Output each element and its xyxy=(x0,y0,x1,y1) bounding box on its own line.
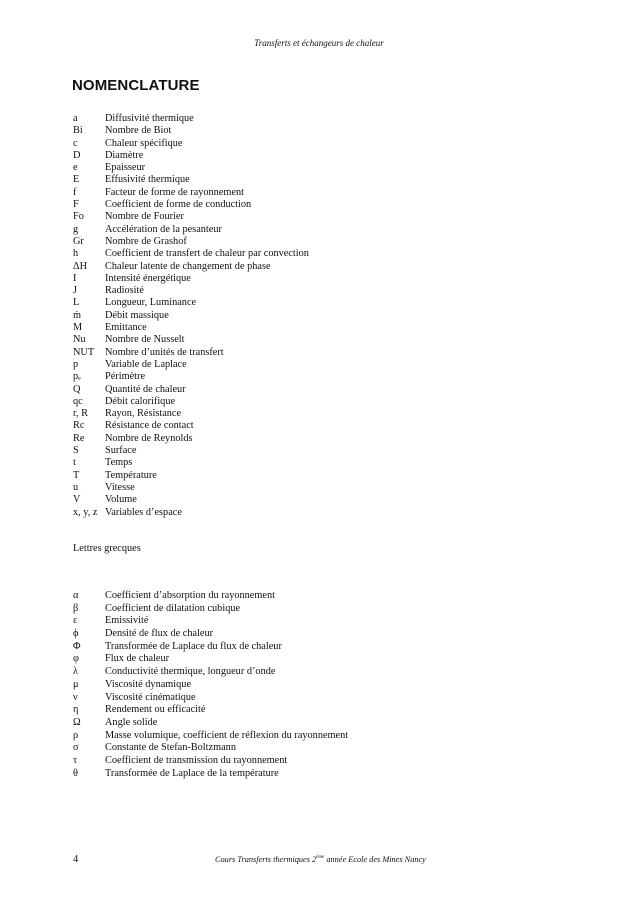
symbol-definition: Epaisseur xyxy=(105,162,146,174)
symbol-entry xyxy=(73,138,309,150)
symbol-entry xyxy=(73,445,309,457)
symbol-symbol: Fo xyxy=(73,211,84,223)
symbol-symbol: r, R xyxy=(73,408,89,420)
symbol-entry xyxy=(73,470,309,482)
symbol-symbol: u xyxy=(73,481,79,493)
symbol-definition: Longueur, Luminance xyxy=(105,297,197,309)
greek-symbol-symbol: ρ xyxy=(73,729,79,741)
symbol-symbol: c xyxy=(73,137,78,149)
symbol-entry xyxy=(73,384,309,396)
symbol-symbol: h xyxy=(73,248,79,260)
symbol-definition: Radiosité xyxy=(105,285,144,297)
page-header: Transferts et échangeurs de chaleur xyxy=(254,38,384,48)
symbol-definition: Nombre d’unités de transfert xyxy=(105,346,224,358)
symbol-definition: Nombre de Biot xyxy=(105,125,172,137)
symbol-symbol: e xyxy=(73,162,78,174)
symbol-entry xyxy=(73,420,309,432)
symbol-symbol: f xyxy=(73,186,77,198)
symbol-entry xyxy=(73,482,309,494)
page-title: NOMENCLATURE xyxy=(72,77,200,94)
greek-symbol-definition: Angle solide xyxy=(105,716,158,728)
symbol-entry xyxy=(73,322,309,334)
greek-symbol-symbol: τ xyxy=(73,754,78,766)
footer-text xyxy=(215,855,426,864)
greek-symbol-definition: Transformée de Laplace du flux de chaleur xyxy=(105,640,282,652)
symbol-definition: Rayon, Résistance xyxy=(105,408,182,420)
symbol-definition: Intensité énergétique xyxy=(105,272,191,284)
symbol-symbol: t xyxy=(73,457,76,469)
symbol-definition: Coefficient de forme de conduction xyxy=(105,199,252,211)
symbol-entry xyxy=(73,408,309,420)
symbol-definition: Facteur de forme de rayonnement xyxy=(105,186,244,198)
symbol-symbol: pₑ xyxy=(73,371,81,383)
greek-symbol-definition: Conductivité thermique, longueur d’onde xyxy=(105,666,276,678)
greek-symbol-entry xyxy=(73,730,348,743)
greek-symbol-entry xyxy=(73,704,348,717)
symbol-symbol: Re xyxy=(73,432,85,444)
greek-symbol-symbol: θ xyxy=(73,767,78,779)
greek-symbol-entry xyxy=(73,628,348,641)
symbol-definition: Chaleur latente de changement de phase xyxy=(105,260,271,272)
greek-symbol-definition: Transformée de Laplace de la température xyxy=(105,767,279,779)
symbol-entry xyxy=(73,162,309,174)
symbol-definition: Quantité de chaleur xyxy=(105,383,186,395)
symbol-entry xyxy=(73,371,309,383)
symbol-entry xyxy=(73,494,309,506)
symbol-entry xyxy=(73,273,309,285)
nomenclature-list xyxy=(73,113,309,519)
greek-symbol-definition: Emissivité xyxy=(105,615,149,627)
symbol-symbol: Gr xyxy=(73,235,84,247)
greek-symbol-definition: Viscosité dynamique xyxy=(105,678,192,690)
symbol-symbol: S xyxy=(73,445,79,457)
greek-symbol-symbol: σ xyxy=(73,742,79,754)
greek-symbol-symbol: ν xyxy=(73,691,78,703)
page-number: 4 xyxy=(73,854,79,865)
greek-symbol-definition: Viscosité cinématique xyxy=(105,691,196,703)
symbol-definition: Résistance de contact xyxy=(105,420,194,432)
greek-letters-heading: Lettres grecques xyxy=(73,543,141,554)
symbol-entry xyxy=(73,199,309,211)
greek-symbol-entry xyxy=(73,742,348,755)
greek-symbol-symbol: α xyxy=(73,590,79,601)
greek-symbol-entry xyxy=(73,590,348,603)
symbol-entry xyxy=(73,261,309,273)
greek-symbol-symbol: β xyxy=(73,602,79,614)
symbol-symbol: NUT xyxy=(73,346,95,358)
symbol-symbol: D xyxy=(73,149,81,161)
greek-symbol-definition: Rendement ou efficacité xyxy=(105,704,206,716)
greek-symbol-symbol: ε xyxy=(73,615,78,627)
symbol-definition: Débit calorifique xyxy=(105,395,176,407)
footer-superscript: ème xyxy=(316,855,325,860)
symbol-definition: Coefficient de transfert de chaleur par convection xyxy=(105,248,309,260)
symbol-definition: Accélération de la pesanteur xyxy=(105,223,222,235)
symbol-definition: Variable de Laplace xyxy=(105,358,187,370)
symbol-definition: Vitesse xyxy=(105,481,135,493)
symbol-definition: Nombre de Nusselt xyxy=(105,334,185,346)
greek-symbol-definition: Constante de Stefan-Boltzmann xyxy=(105,742,236,754)
greek-symbol-entry xyxy=(73,679,348,692)
symbol-symbol: x, y, z xyxy=(73,506,98,518)
symbol-entry xyxy=(73,507,309,519)
symbol-symbol: T xyxy=(73,469,80,481)
symbol-entry xyxy=(73,334,309,346)
symbol-definition: Diamètre xyxy=(105,149,144,161)
symbol-entry xyxy=(73,174,309,186)
symbol-entry xyxy=(73,125,309,137)
symbol-symbol: a xyxy=(73,113,78,124)
footer-text-before: Cours Transferts thermiques 2 xyxy=(215,855,317,864)
symbol-symbol: Rc xyxy=(73,420,85,432)
symbol-symbol: Nu xyxy=(73,334,86,346)
greek-symbol-symbol: ϕ xyxy=(73,628,79,640)
symbol-symbol: E xyxy=(73,174,80,186)
footer-text-after: année Ecole des Mines Nancy xyxy=(324,855,426,864)
symbol-symbol: qc xyxy=(73,395,83,407)
symbol-entry xyxy=(73,347,309,359)
symbol-symbol: M xyxy=(73,322,83,334)
symbol-entry xyxy=(73,297,309,309)
symbol-entry xyxy=(73,285,309,297)
symbol-entry xyxy=(73,359,309,371)
greek-symbol-entry xyxy=(73,666,348,679)
symbol-definition: Surface xyxy=(105,445,137,457)
greek-symbol-symbol: φ xyxy=(73,653,79,665)
symbol-symbol: I xyxy=(73,272,77,284)
symbol-definition: Variables d’espace xyxy=(105,506,182,518)
greek-symbol-entry xyxy=(73,653,348,666)
symbol-definition: Volume xyxy=(105,494,137,506)
symbol-definition: Effusivité thermique xyxy=(105,174,190,186)
symbol-definition: Périmètre xyxy=(105,371,146,383)
symbol-symbol: L xyxy=(73,297,80,309)
symbol-symbol: Bi xyxy=(73,125,83,137)
symbol-entry xyxy=(73,457,309,469)
greek-symbol-definition: Densité de flux de chaleur xyxy=(105,628,214,640)
greek-symbol-definition: Flux de chaleur xyxy=(105,653,170,665)
symbol-entry xyxy=(73,113,309,125)
greek-letters-list xyxy=(73,590,348,780)
greek-symbol-definition: Coefficient de transmission du rayonnement xyxy=(105,754,288,766)
symbol-entry xyxy=(73,310,309,322)
symbol-definition: Nombre de Fourier xyxy=(105,211,184,223)
symbol-definition: Débit massique xyxy=(105,309,169,321)
symbol-symbol: F xyxy=(73,199,79,211)
greek-symbol-symbol: Ω xyxy=(73,716,81,728)
symbol-entry xyxy=(73,211,309,223)
symbol-symbol: p xyxy=(73,358,79,370)
greek-symbol-entry xyxy=(73,615,348,628)
symbol-symbol: ΔH xyxy=(73,260,88,272)
symbol-symbol: g xyxy=(73,223,79,235)
greek-symbol-definition: Masse volumique, coefficient de réflexion du rayonnement xyxy=(105,729,349,741)
greek-symbol-symbol: λ xyxy=(73,666,78,678)
symbol-definition: Temps xyxy=(105,457,133,469)
symbol-definition: Diffusivité thermique xyxy=(105,113,194,124)
symbol-symbol: ṁ xyxy=(73,309,82,321)
greek-symbol-definition: Coefficient de dilatation cubique xyxy=(105,602,241,614)
symbol-symbol: Q xyxy=(73,383,81,395)
symbol-symbol: V xyxy=(73,494,81,506)
symbol-symbol: J xyxy=(73,285,78,297)
greek-symbol-symbol: η xyxy=(73,704,79,716)
symbol-definition: Nombre de Grashof xyxy=(105,235,187,247)
symbol-entry xyxy=(73,248,309,260)
symbol-entry xyxy=(73,236,309,248)
symbol-entry xyxy=(73,150,309,162)
greek-symbol-entry xyxy=(73,692,348,705)
symbol-entry xyxy=(73,433,309,445)
greek-symbol-symbol: Φ xyxy=(73,640,81,652)
greek-symbol-entry xyxy=(73,603,348,616)
symbol-definition: Nombre de Reynolds xyxy=(105,432,193,444)
symbol-definition: Température xyxy=(105,469,157,481)
greek-symbol-symbol: μ xyxy=(73,678,79,690)
greek-symbol-entry xyxy=(73,755,348,768)
greek-symbol-entry xyxy=(73,641,348,654)
greek-symbol-entry xyxy=(73,768,348,781)
symbol-entry xyxy=(73,224,309,236)
greek-symbol-definition: Coefficient d’absorption du rayonnement xyxy=(105,590,275,601)
symbol-definition: Emittance xyxy=(105,322,147,334)
symbol-entry xyxy=(73,396,309,408)
greek-symbol-entry xyxy=(73,717,348,730)
symbol-entry xyxy=(73,187,309,199)
symbol-definition: Chaleur spécifique xyxy=(105,137,183,149)
